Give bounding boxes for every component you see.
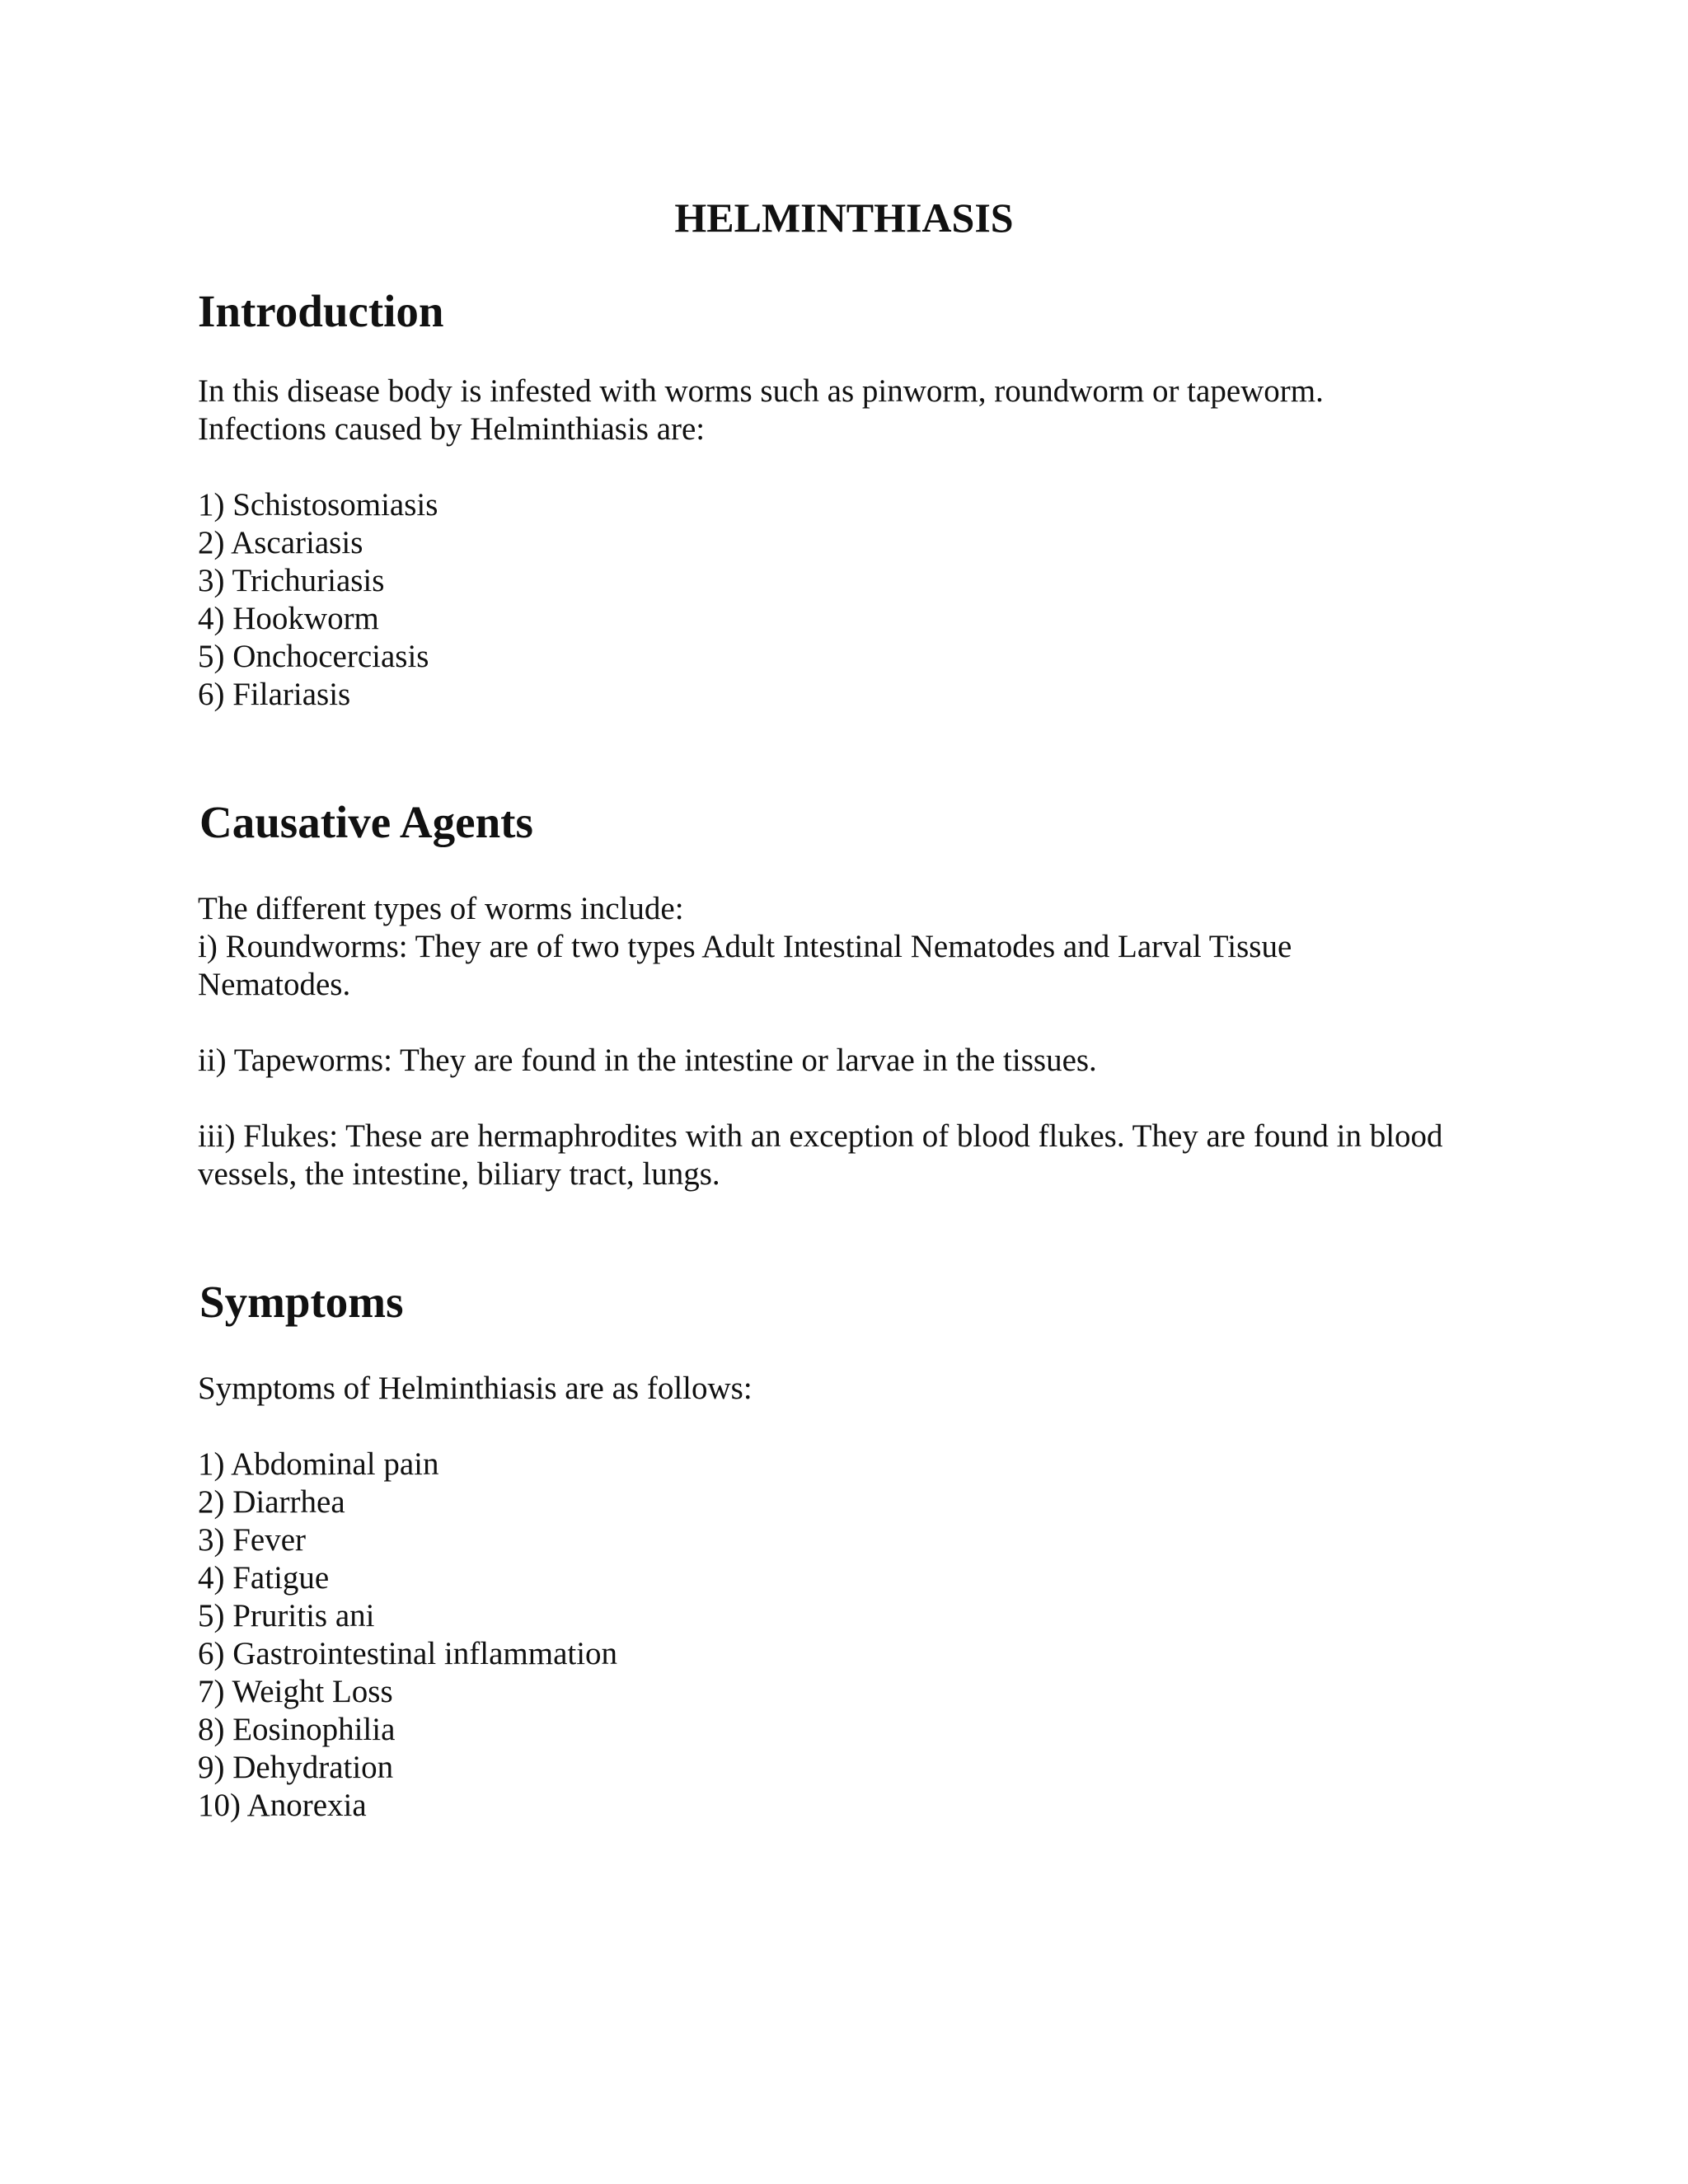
symptoms-intro: Symptoms of Helminthiasis are as follows: <box>198 1371 753 1406</box>
list-item: 2) Diarrhea <box>198 1484 345 1520</box>
roundworms-text: i) Roundworms: They are of two types Adult Intestinal Nematodes and Larval Tissue <box>198 929 1292 964</box>
infections-list <box>198 486 1517 714</box>
introduction-text-line: In this disease body is infested with worms such as pinworm, roundworm or tapeworm. <box>198 373 1324 409</box>
list-item: 1) Schistosomiasis <box>198 487 438 523</box>
list-item: 9) Dehydration <box>198 1750 394 1785</box>
document-title: HELMINTHIASIS <box>674 194 1014 241</box>
list-item: 8) Eosinophilia <box>198 1712 396 1747</box>
list-item: 2) Ascariasis <box>198 525 363 560</box>
tapeworms-text: ii) Tapeworms: They are found in the intestine or larvae in the tissues. <box>198 1043 1097 1078</box>
symptoms-list <box>198 1446 1517 1825</box>
list-item: 3) Trichuriasis <box>198 563 385 598</box>
list-item: 6) Gastrointestinal inflammation <box>198 1636 618 1671</box>
list-item: 7) Weight Loss <box>198 1674 393 1709</box>
causative-agents-text <box>198 890 1517 1004</box>
list-item: 5) Pruritis ani <box>198 1598 375 1633</box>
introduction-paragraph <box>198 373 1517 448</box>
list-item: 6) Filariasis <box>198 677 351 712</box>
list-item: 3) Fever <box>198 1522 307 1558</box>
causative-agents-heading: Causative Agents <box>199 797 533 847</box>
introduction-text-line: Infections caused by Helminthiasis are: <box>198 411 706 447</box>
symptoms-heading: Symptoms <box>199 1277 404 1327</box>
list-item: 10) Anorexia <box>198 1788 367 1823</box>
list-item: 1) Abdominal pain <box>198 1446 439 1482</box>
list-item: 4) Hookworm <box>198 601 379 636</box>
introduction-heading: Introduction <box>198 286 444 336</box>
list-item: 5) Onchocerciasis <box>198 639 429 674</box>
worm-types-intro: The different types of worms include: <box>198 891 684 926</box>
flukes-text-line: iii) Flukes: These are hermaphrodites with an exception of blood flukes. They are found in blood <box>198 1118 1443 1154</box>
list-item: 4) Fatigue <box>198 1560 330 1596</box>
roundworms-text: Nematodes. <box>198 967 351 1002</box>
flukes-text-line: vessels, the intestine, biliary tract, lungs. <box>198 1156 720 1192</box>
flukes-text <box>198 1118 1517 1193</box>
